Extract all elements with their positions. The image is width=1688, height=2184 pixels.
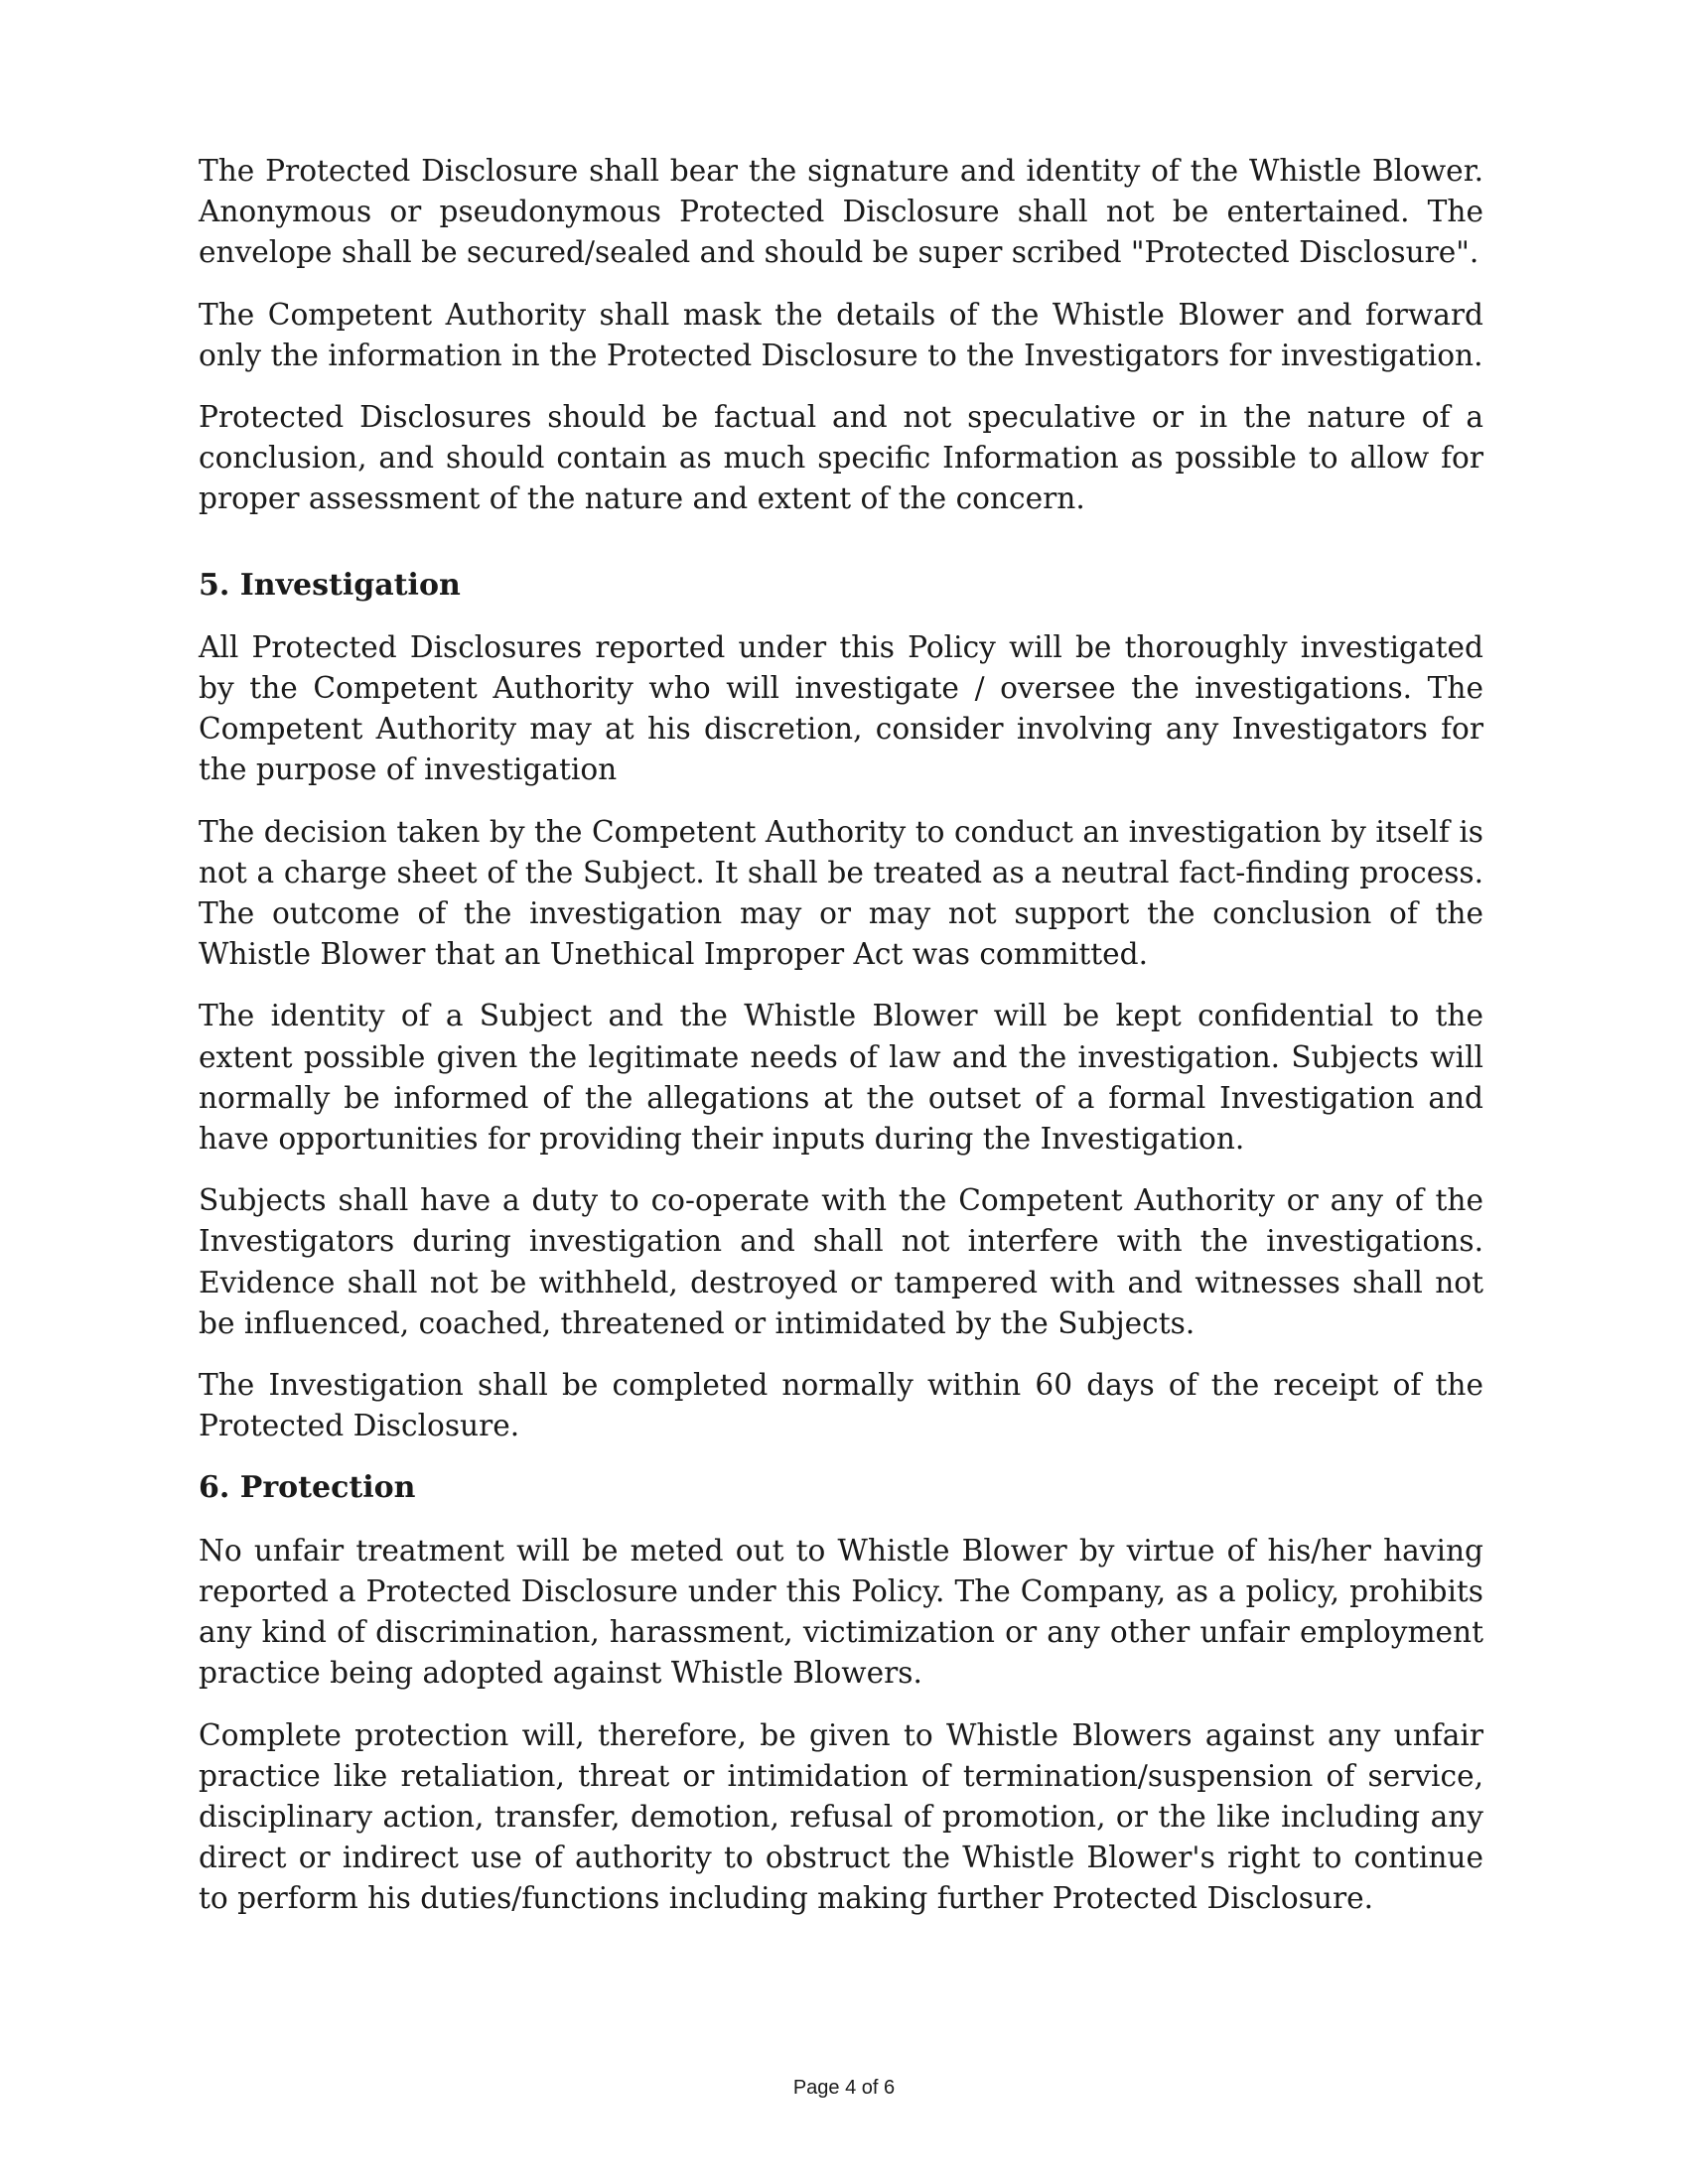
protection-paragraph-2: Complete protection will, therefore, be given to Whistle Blowers against any unfair practice like retaliation, threat or intimidation of termination/suspension of service, disciplinary action, transfer, demotion, refusal of promotion, or the like including any direct or indirect use of authority to obstruct the Whistle Blower's right to continue to perform his duties/functions including making further Protected Disclosure. — [199, 1717, 1483, 1916]
investigation-paragraph-1: All Protected Disclosures reported under this Policy will be thoroughly investigated by the Competent Authority who will investigate / oversee the investigations. The Competent Authority may at his discretion, consider involving any Investigators for the purpose of investigation — [199, 629, 1483, 787]
section-heading-investigation: 5. Investigation — [199, 567, 461, 603]
investigation-paragraph-4: Subjects shall have a duty to co-operate with the Competent Authority or any of the Investigators during investigation and shall not interfere with the investigations. Evidence shall not be withheld, destroyed or tampered with and witnesses shall not be influenced, coached, threatened or intimidated by the Subjects. — [199, 1183, 1483, 1340]
intro-paragraph-1: The Protected Disclosure shall bear the signature and identity of the Whistle Blower. Anonymous or pseudonymous Protected Disclosure shall not be entertained. The envelope shall be secured/sealed and should be super scribed "Protected Disclosure". — [199, 154, 1483, 270]
investigation-paragraph-5: The Investigation shall be completed normally within 60 days of the receipt of the Protected Disclosure. — [199, 1368, 1483, 1443]
intro-paragraph-2: The Competent Authority shall mask the details of the Whistle Blower and forward only the information in the Protected Disclosure to the Investigators for investigation. — [199, 297, 1483, 372]
investigation-paragraph-3: The identity of a Subject and the Whistle Blower will be kept confidential to the extent possible given the legitimate needs of law and the investigation. Subjects will normally be informed of the allegations at the outset of a formal Investigation and have opportunities for providing their inputs during the Investigation. — [199, 999, 1483, 1157]
section-heading-protection: 6. Protection — [199, 1470, 416, 1506]
investigation-paragraph-2: The decision taken by the Competent Authority to conduct an investigation by itself is not a charge sheet of the Subject. It shall be treated as a neutral fact-finding process. The outcome of the investigation may or may not support the conclusion of the Whistle Blower that an Unethical Improper Act was committed. — [199, 814, 1483, 972]
page-body — [199, 151, 1483, 1941]
intro-paragraph-3: Protected Disclosures should be factual and not speculative or in the nature of a conclusion, and should contain as much specific Information as possible to allow for proper assessment of the nature and extent of the concern. — [199, 400, 1483, 516]
protection-paragraph-1: No unfair treatment will be meted out to Whistle Blower by virtue of his/her having reported a Protected Disclosure under this Policy. The Company, as a policy, prohibits any kind of discrimination, harassment, victimization or any other unfair employment practice being adopted against Whistle Blowers. — [199, 1533, 1483, 1691]
page-number: Page 4 of 6 — [792, 2077, 896, 2099]
